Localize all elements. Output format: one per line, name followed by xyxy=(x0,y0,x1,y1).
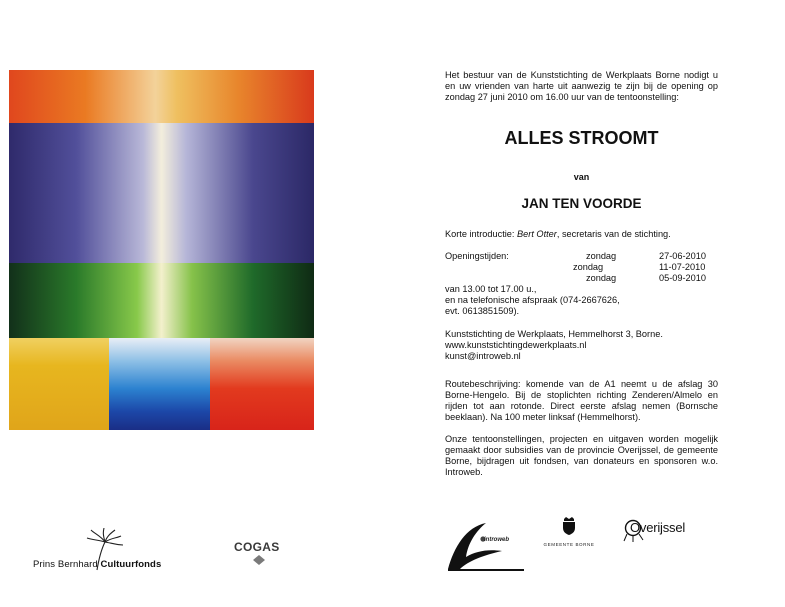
visit-line: en na telefonische afspraak (074-2667626, xyxy=(445,295,620,305)
opening-day: zondag xyxy=(586,273,617,283)
opening-date: 11-07-2010 xyxy=(659,262,706,272)
exhibition-title: ALLES STROOMT xyxy=(504,128,659,148)
invitation-paragraph: Het bestuur van de Kunststichting de Werkplaats Borne nodigt u en uw vrienden van harte uit aanwezig te zijn bij de opening op zondag 27 juni 2010 om 16.00 uur van de tentoonstelling: xyxy=(445,70,718,102)
borne-crest-icon xyxy=(561,516,577,536)
opening-date: 05-09-2010 xyxy=(659,273,706,283)
overijssel-wordmark: Overijssel xyxy=(630,520,686,535)
introweb-swoosh-icon xyxy=(446,517,526,571)
overijssel-logo xyxy=(622,514,702,544)
painting-purple-band xyxy=(9,123,314,263)
painting-green-band xyxy=(9,263,314,338)
by-label: van xyxy=(573,172,590,182)
introweb-wordmark: introweb xyxy=(484,537,509,543)
visit-line: van 13.00 tot 17.00 u., xyxy=(445,284,537,294)
painting-top-band xyxy=(9,70,314,123)
prins-bernhard-cultuurfonds-logo xyxy=(33,528,173,574)
painting-yellow-block xyxy=(9,338,109,430)
email-link[interactable]: kunst@introweb.nl xyxy=(445,351,521,361)
painting-red-block xyxy=(210,338,314,430)
sponsors-text: Onze tentoonstellingen, projecten en uitgaven worden mogelijk gemaakt door subsidies van de provincie Overijssel, de gemeente Borne, bijdragen uit fondsen, van donateurs en sponsoren w.o. Introweb. xyxy=(445,434,718,477)
gemeente-borne-logo xyxy=(542,516,596,556)
prins-bernhard-wordmark: Prins Bernhard Cultuurfonds xyxy=(33,559,162,570)
artist-name: JAN TEN VOORDE xyxy=(521,196,642,211)
address-line: Kunststichting de Werkplaats, Hemmelhorst 3, Borne. xyxy=(445,329,663,339)
route-description: Routebeschrijving: komende van de A1 neemt u de afslag 30 Borne-Hengelo. Bij de stoplichten richting Zenderen/Almelo en rijden tot aan rotonde. Direct eerste afslag nemen (Bornsche beeklaan). Na 100 meter linksaf (Hemmelhorst). xyxy=(445,379,718,422)
address-block xyxy=(445,329,718,362)
opening-hours xyxy=(445,251,718,284)
painting-artwork xyxy=(9,70,314,430)
website-link[interactable]: www.kunststichtingdewerkplaats.nl xyxy=(445,340,587,350)
opening-date: 27-06-2010 xyxy=(659,251,706,261)
cogas-logo: COGAS xyxy=(234,540,280,554)
introduction-line: Korte introductie: Bert Otter, secretaris van de stichting. xyxy=(445,229,671,239)
opening-hours-label: Openingstijden: xyxy=(445,251,509,261)
visit-info xyxy=(445,284,718,317)
painting-blue-block xyxy=(109,338,210,430)
visit-line: evt. 0613851509). xyxy=(445,306,520,316)
introweb-logo xyxy=(446,517,526,571)
opening-day: zondag xyxy=(573,262,604,272)
opening-day: zondag xyxy=(586,251,617,261)
gemeente-borne-text: GEMEENTE BORNE xyxy=(543,542,595,547)
cogas-mark-icon xyxy=(253,555,265,565)
